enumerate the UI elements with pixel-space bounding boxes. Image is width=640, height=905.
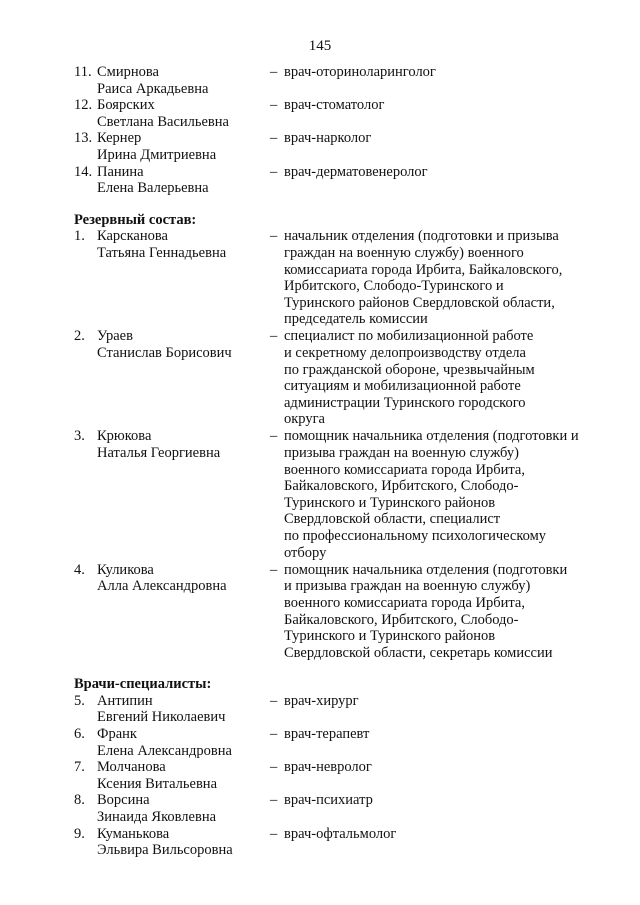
position-line: Туринского районов Свердловской области, xyxy=(284,294,555,311)
person-name xyxy=(97,328,270,428)
position-line: врач-офтальмолог xyxy=(284,825,397,842)
name-line: Франк xyxy=(97,726,137,743)
person-name xyxy=(97,164,270,197)
person xyxy=(74,328,270,428)
position-line: врач-нарколог xyxy=(284,130,372,147)
entry-number: 7. xyxy=(74,759,85,776)
name-line: Куликова xyxy=(97,561,154,578)
dash-separator: – xyxy=(270,792,278,809)
list-item xyxy=(74,228,614,328)
name-line: Наталья Георгиевна xyxy=(97,445,221,462)
dash-separator: – xyxy=(270,97,278,114)
person xyxy=(74,759,270,792)
position-line: Свердловской области, секретарь комиссии xyxy=(284,644,553,661)
position-line: Туринского и Туринского районов xyxy=(284,628,496,645)
position-description xyxy=(284,759,614,792)
name-line: Кернер xyxy=(97,130,142,147)
position-description xyxy=(284,164,614,197)
list-item xyxy=(74,97,614,130)
entry-number: 5. xyxy=(74,692,85,709)
entry-number: 4. xyxy=(74,561,85,578)
person-name xyxy=(97,130,270,163)
name-line: Эльвира Вильсоровна xyxy=(97,842,233,859)
position-line: помощник начальника отделения (подготовки xyxy=(284,561,568,578)
person-name xyxy=(97,826,270,859)
name-line: Светлана Васильевна xyxy=(97,113,229,130)
name-line: Елена Александровна xyxy=(97,742,232,759)
list-item xyxy=(74,693,614,726)
position-line: отбору xyxy=(284,544,327,561)
name-line: Боярских xyxy=(97,97,155,114)
dash-separator: – xyxy=(270,163,278,180)
name-line: Евгений Николаевич xyxy=(97,709,226,726)
person xyxy=(74,64,270,97)
name-line: Ксения Витальевна xyxy=(97,775,218,792)
position-line: начальник отделения (подготовки и призыва xyxy=(284,228,559,245)
person xyxy=(74,826,270,859)
person-name xyxy=(97,726,270,759)
position-line: Байкаловского, Ирбитского, Слободо- xyxy=(284,478,519,495)
name-line: Зинаида Яковлевна xyxy=(97,809,217,826)
name-line: Панина xyxy=(97,163,144,180)
person xyxy=(74,562,270,662)
dash-separator: – xyxy=(270,328,278,345)
entry-number: 3. xyxy=(74,428,85,445)
position-line: ситуациям и мобилизационной работе xyxy=(284,378,521,395)
name-line: Ворсина xyxy=(97,792,150,809)
name-line: Ирина Дмитриевна xyxy=(97,146,217,163)
list-item xyxy=(74,428,614,561)
person xyxy=(74,228,270,328)
position-line: специалист по мобилизационной работе xyxy=(284,328,534,345)
position-line: граждан на военную службу) военного xyxy=(284,244,524,261)
person-name xyxy=(97,759,270,792)
dash-separator: – xyxy=(270,428,278,445)
entry-number: 11. xyxy=(74,64,92,80)
name-line: Молчанова xyxy=(97,759,166,776)
position-line: и секретному делопроизводству отдела xyxy=(284,345,526,361)
position-line: и призыва граждан на военную службу) xyxy=(284,578,531,595)
entry-number: 9. xyxy=(74,825,85,842)
position-line: Байкаловского, Ирбитского, Слободо- xyxy=(284,611,519,628)
name-line: Карсканова xyxy=(97,228,168,245)
doctors-heading: Врачи-специалисты: xyxy=(74,676,212,693)
list-item xyxy=(74,130,614,163)
position-description xyxy=(284,328,614,428)
position-line: врач-терапевт xyxy=(284,726,370,743)
person xyxy=(74,726,270,759)
person xyxy=(74,164,270,197)
position-description xyxy=(284,792,614,825)
position-line: врач-оториноларинголог xyxy=(284,64,436,80)
entry-number: 8. xyxy=(74,792,85,809)
dash-separator: – xyxy=(270,561,278,578)
position-line: Свердловской области, специалист xyxy=(284,511,501,528)
list-item xyxy=(74,562,614,662)
position-line: комиссариата города Ирбита, Байкаловского, xyxy=(284,261,563,278)
dash-separator: – xyxy=(270,726,278,743)
doctors-list xyxy=(74,693,614,859)
position-line: призыва граждан на военную службу) xyxy=(284,445,519,462)
position-line: председатель комиссии xyxy=(284,311,428,328)
name-line: Алла Александровна xyxy=(97,578,227,595)
person xyxy=(74,792,270,825)
name-line: Станислав Борисович xyxy=(97,345,232,361)
position-line: врач-хирург xyxy=(284,692,359,709)
position-description xyxy=(284,562,614,662)
position-line: военного комиссариата города Ирбита, xyxy=(284,594,525,611)
entry-number: 14. xyxy=(74,163,93,180)
position-description xyxy=(284,97,614,130)
name-line: Куманькова xyxy=(97,825,170,842)
person-name xyxy=(97,228,270,328)
list-item xyxy=(74,164,614,197)
position-line: Ирбитского, Слободо-Туринского и xyxy=(284,278,504,295)
dash-separator: – xyxy=(270,130,278,147)
entry-number: 6. xyxy=(74,726,85,743)
list-item xyxy=(74,759,614,792)
position-description xyxy=(284,726,614,759)
position-line: врач-невролог xyxy=(284,759,372,776)
position-line: врач-дерматовенеролог xyxy=(284,163,428,180)
dash-separator: – xyxy=(270,228,278,245)
entry-number: 1. xyxy=(74,228,85,245)
position-description xyxy=(284,228,614,328)
list-item xyxy=(74,826,614,859)
person xyxy=(74,428,270,561)
person xyxy=(74,130,270,163)
entry-number: 2. xyxy=(74,328,85,345)
position-description xyxy=(284,64,614,97)
person-name xyxy=(97,428,270,561)
position-line: Туринского и Туринского районов xyxy=(284,494,496,511)
name-line: Татьяна Геннадьевна xyxy=(97,244,227,261)
person-name xyxy=(97,64,270,97)
person-name xyxy=(97,693,270,726)
person-name xyxy=(97,97,270,130)
position-line: военного комиссариата города Ирбита, xyxy=(284,461,525,478)
position-line: врач-стоматолог xyxy=(284,97,385,114)
dash-separator: – xyxy=(270,825,278,842)
position-line: врач-психиатр xyxy=(284,792,373,809)
position-line: по гражданской обороне, чрезвычайным xyxy=(284,361,535,378)
reserve-heading: Резервный состав: xyxy=(74,211,197,228)
position-line: администрации Туринского городского xyxy=(284,394,526,411)
dash-separator: – xyxy=(270,692,278,709)
person xyxy=(74,97,270,130)
person-name xyxy=(97,562,270,662)
name-line: Ураев xyxy=(97,328,133,345)
commission-members-list xyxy=(74,64,614,197)
position-line: по профессиональному психологическому xyxy=(284,528,547,545)
list-item xyxy=(74,726,614,759)
position-line: помощник начальника отделения (подготовки и xyxy=(284,428,579,445)
position-description xyxy=(284,826,614,859)
person-name xyxy=(97,792,270,825)
list-item xyxy=(74,792,614,825)
reserve-members-list xyxy=(74,228,614,661)
name-line: Антипин xyxy=(97,692,153,709)
name-line: Елена Валерьевна xyxy=(97,180,209,197)
document-body xyxy=(74,64,614,859)
person xyxy=(74,693,270,726)
name-line: Смирнова xyxy=(97,64,159,80)
name-line: Крюкова xyxy=(97,428,152,445)
dash-separator: – xyxy=(270,64,278,80)
list-item xyxy=(74,64,614,97)
name-line: Раиса Аркадьевна xyxy=(97,80,209,97)
position-description xyxy=(284,428,614,561)
entry-number: 12. xyxy=(74,97,93,114)
position-description xyxy=(284,130,614,163)
dash-separator: – xyxy=(270,759,278,776)
entry-number: 13. xyxy=(74,130,93,147)
position-line: округа xyxy=(284,411,325,428)
page-number: 145 xyxy=(308,38,332,54)
position-description xyxy=(284,693,614,726)
list-item xyxy=(74,328,614,428)
